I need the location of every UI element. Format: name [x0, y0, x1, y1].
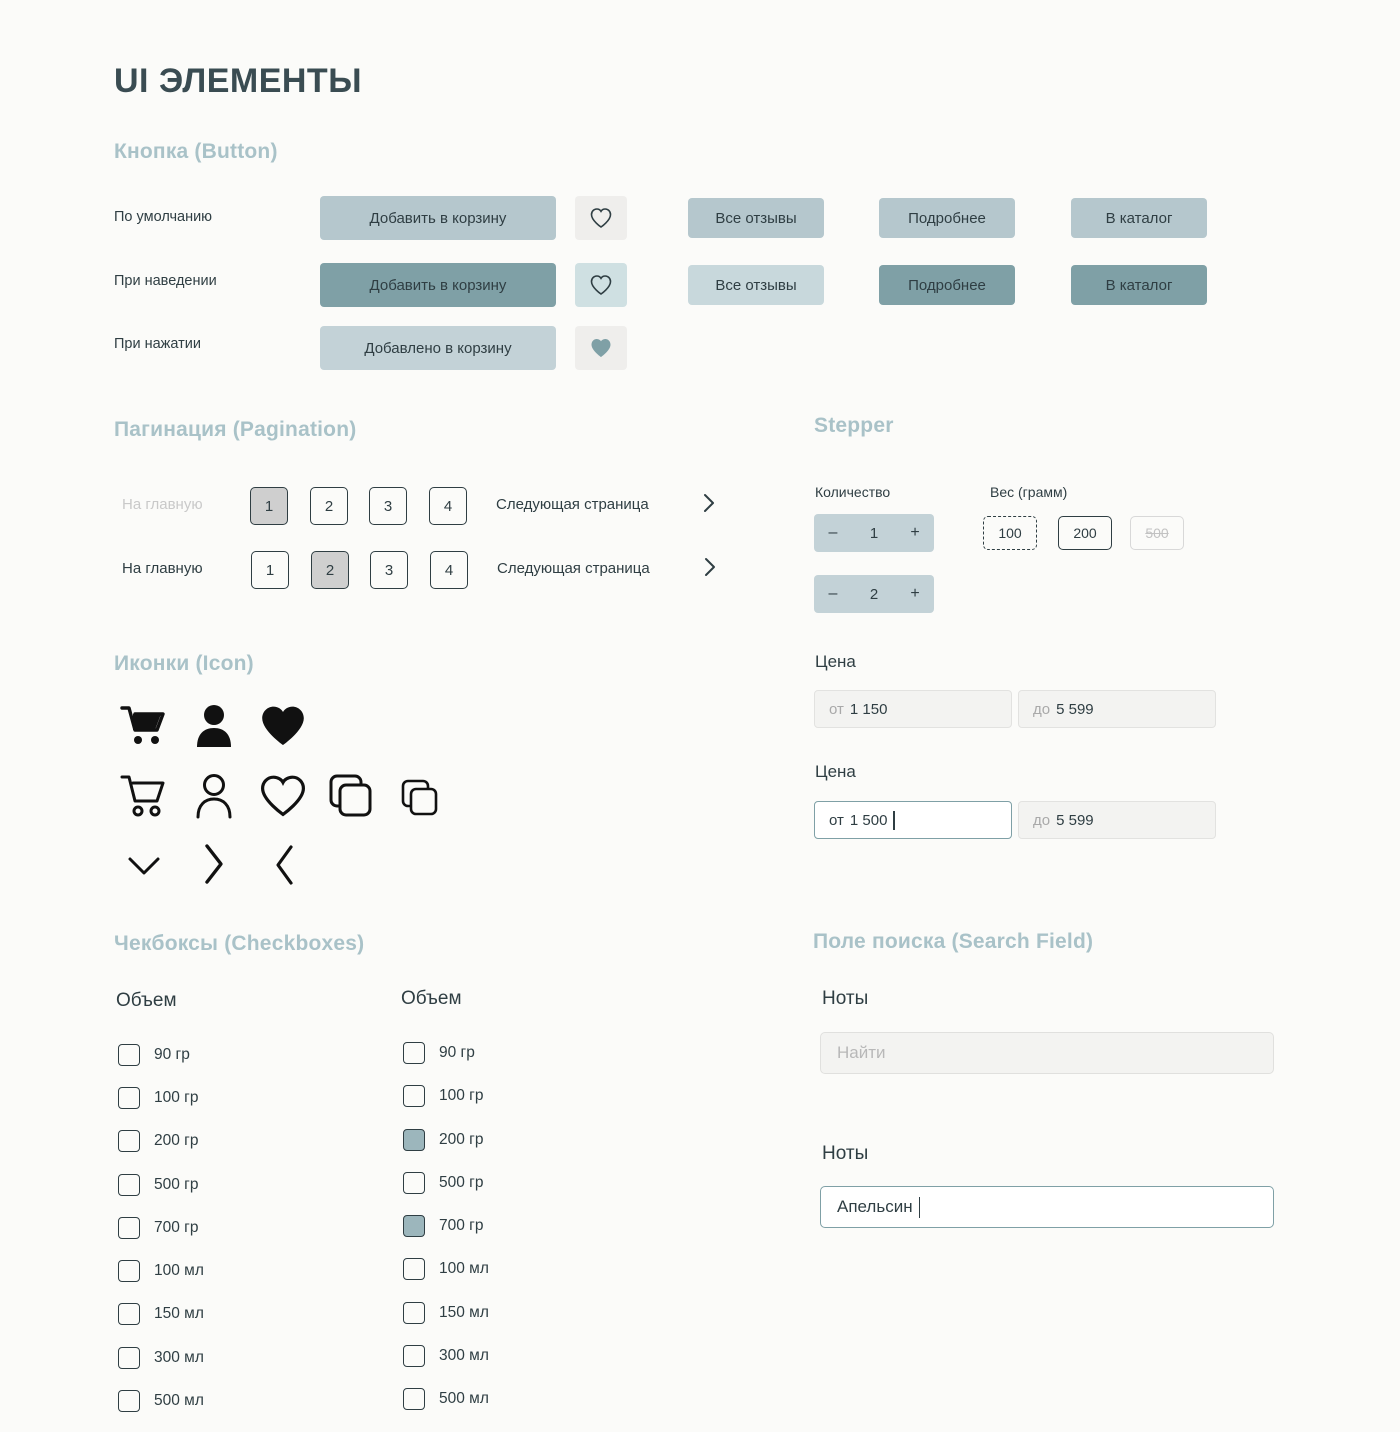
checkbox-box[interactable]: [403, 1129, 425, 1151]
stepper-minus-button[interactable]: –: [828, 524, 838, 541]
checkbox-box[interactable]: [403, 1302, 425, 1324]
user-outline-icon[interactable]: [190, 770, 238, 822]
details-button-default[interactable]: Подробнее: [879, 198, 1015, 238]
checkbox-box[interactable]: [118, 1044, 140, 1066]
all-reviews-button-default[interactable]: Все отзывы: [688, 198, 824, 238]
checkbox-label: 300 мл: [154, 1349, 204, 1366]
search-value: Апельсин: [837, 1197, 913, 1216]
pagination-home-link-row1[interactable]: На главную: [122, 496, 203, 513]
heart-outline-icon: [589, 274, 613, 296]
checkbox-box[interactable]: [118, 1390, 140, 1412]
search-input-empty[interactable]: [820, 1032, 1274, 1074]
pagination-next-link-row1[interactable]: Следующая страница: [496, 496, 649, 513]
checkbox-box[interactable]: [118, 1303, 140, 1325]
checkbox-label: 100 гр: [154, 1089, 199, 1106]
checkbox-item-700gr[interactable]: [118, 1217, 198, 1239]
price-from-input-2-focused[interactable]: [814, 801, 1012, 839]
pagination-page-4-row1[interactable]: 4: [429, 487, 467, 525]
heart-outline-icon: [589, 207, 613, 229]
search-placeholder: Найти: [837, 1043, 886, 1062]
add-to-cart-button-hover[interactable]: Добавить в корзину: [320, 263, 556, 307]
checkbox-item-100gr[interactable]: [118, 1087, 198, 1109]
checkbox-group1-title: Объем: [116, 990, 177, 1011]
cart-filled-icon[interactable]: [116, 700, 172, 752]
stepper-plus-button[interactable]: +: [910, 585, 920, 602]
price-to-prefix: до: [1033, 811, 1051, 829]
text-caret: [919, 1197, 920, 1218]
price-from-prefix: от: [829, 700, 844, 718]
chevron-right-icon[interactable]: [192, 838, 236, 890]
checkbox2-item-300ml[interactable]: [403, 1345, 489, 1367]
checkbox-label: 100 мл: [439, 1260, 489, 1277]
checkbox-label: 200 гр: [154, 1132, 199, 1149]
search-input-filled[interactable]: [820, 1186, 1274, 1228]
price-from-input-1[interactable]: [814, 690, 1012, 728]
checkbox-box[interactable]: [403, 1085, 425, 1107]
price-from-prefix: от: [829, 811, 844, 829]
checkbox-box[interactable]: [403, 1258, 425, 1280]
checkbox-label: 100 мл: [154, 1262, 204, 1279]
checkbox-item-100ml[interactable]: [118, 1260, 204, 1282]
checkbox-item-200gr[interactable]: [118, 1130, 198, 1152]
button-row-label-hover: При наведении: [114, 273, 217, 289]
section-title-pagination: Пагинация (Pagination): [114, 418, 357, 441]
checkbox2-item-200gr[interactable]: [403, 1129, 483, 1151]
heart-outline-icon[interactable]: [258, 772, 308, 820]
pagination-home-link-row2[interactable]: На главную: [122, 560, 203, 577]
pagination-page-3-row1[interactable]: 3: [369, 487, 407, 525]
chevron-right-icon[interactable]: [703, 557, 717, 582]
checkbox-label: 200 гр: [439, 1131, 484, 1148]
all-reviews-button-hover[interactable]: Все отзывы: [688, 265, 824, 305]
pagination-page-4-row2[interactable]: 4: [430, 551, 468, 589]
checkbox-item-300ml[interactable]: [118, 1347, 204, 1369]
section-title-icons: Иконки (Icon): [114, 652, 254, 675]
price-to-input-2[interactable]: [1018, 801, 1216, 839]
stepper-plus-button[interactable]: +: [910, 524, 920, 541]
checkbox-label: 500 гр: [439, 1174, 484, 1191]
checkbox-item-150ml[interactable]: [118, 1303, 204, 1325]
text-caret: [893, 811, 894, 830]
pagination-page-1-row1[interactable]: 1: [250, 487, 288, 525]
catalog-button-hover[interactable]: В каталог: [1071, 265, 1207, 305]
price-to-value: 5 599: [1056, 811, 1094, 829]
details-button-hover[interactable]: Подробнее: [879, 265, 1015, 305]
checkbox2-item-700gr[interactable]: [403, 1215, 483, 1237]
checkbox-box[interactable]: [403, 1042, 425, 1064]
checkbox-box[interactable]: [118, 1217, 140, 1239]
price-label-2: Цена: [815, 762, 856, 781]
button-row-label-pressed: При нажатии: [114, 336, 201, 352]
checkbox-box[interactable]: [118, 1260, 140, 1282]
section-title-button: Кнопка (Button): [114, 140, 278, 163]
checkbox-label: 100 гр: [439, 1087, 484, 1104]
quantity-stepper-2[interactable]: [814, 575, 934, 613]
weight-chip-200[interactable]: 200: [1058, 516, 1112, 550]
cart-outline-icon[interactable]: [116, 770, 172, 822]
checkbox-item-500ml[interactable]: [118, 1390, 204, 1412]
checkbox-group2-title: Объем: [401, 988, 462, 1009]
quantity-label: Количество: [815, 484, 891, 500]
checkbox-box[interactable]: [403, 1345, 425, 1367]
checkbox-label: 90 гр: [154, 1046, 190, 1063]
checkbox2-item-100ml[interactable]: [403, 1258, 489, 1280]
price-to-value: 5 599: [1056, 700, 1094, 718]
checkbox-label: 500 мл: [439, 1390, 489, 1407]
price-from-value: 1 150: [849, 700, 888, 718]
checkbox2-item-150ml[interactable]: [403, 1302, 489, 1324]
pagination-page-3-row2[interactable]: 3: [370, 551, 408, 589]
checkbox-label: 700 гр: [154, 1219, 199, 1236]
stepper-value: 1: [869, 524, 879, 542]
checkbox-label: 500 гр: [154, 1176, 199, 1193]
price-to-prefix: до: [1033, 700, 1051, 718]
pagination-page-2-row1[interactable]: 2: [310, 487, 348, 525]
user-filled-icon[interactable]: [190, 700, 238, 752]
pagination-next-link-row2[interactable]: Следующая страница: [497, 560, 650, 577]
checkbox-box[interactable]: [118, 1347, 140, 1369]
pagination-page-2-row2[interactable]: 2: [311, 551, 349, 589]
copy-small-icon[interactable]: [398, 776, 442, 820]
catalog-button-default[interactable]: В каталог: [1071, 198, 1207, 238]
checkbox-label: 90 гр: [439, 1044, 475, 1061]
checkbox-box[interactable]: [403, 1172, 425, 1194]
price-label-1: Цена: [815, 652, 856, 671]
checkbox-box[interactable]: [118, 1174, 140, 1196]
checkbox-label: 150 мл: [439, 1304, 489, 1321]
checkbox2-item-100gr[interactable]: [403, 1085, 483, 1107]
heart-filled-icon: [589, 337, 613, 359]
chevron-down-icon[interactable]: [120, 844, 168, 888]
section-title-search: Поле поиска (Search Field): [813, 930, 1094, 953]
checkbox-label: 500 мл: [154, 1392, 204, 1409]
favorite-button-hover[interactable]: [575, 263, 627, 307]
price-from-value: 1 500: [849, 811, 888, 829]
checkbox-box[interactable]: [403, 1388, 425, 1410]
checkbox-label: 150 мл: [154, 1305, 204, 1322]
checkbox2-item-90gr[interactable]: [403, 1042, 475, 1064]
page-title: UI ЭЛЕМЕНТЫ: [114, 62, 362, 100]
checkbox-item-90gr[interactable]: [118, 1044, 190, 1066]
favorite-button-default[interactable]: [575, 196, 627, 240]
add-to-cart-button-pressed[interactable]: Добавлено в корзину: [320, 326, 556, 370]
checkbox-item-500gr[interactable]: [118, 1174, 198, 1196]
checkbox-label: 700 гр: [439, 1217, 484, 1234]
checkbox-label: 300 мл: [439, 1347, 489, 1364]
button-row-label-default: По умолчанию: [114, 209, 213, 225]
weight-chip-100[interactable]: 100: [983, 516, 1037, 550]
checkbox-box[interactable]: [403, 1215, 425, 1237]
section-title-stepper: Stepper: [814, 414, 894, 437]
favorite-button-pressed[interactable]: [575, 326, 627, 370]
chevron-left-icon[interactable]: [262, 840, 306, 890]
section-title-checkboxes: Чекбоксы (Checkboxes): [114, 932, 365, 955]
copy-outline-icon[interactable]: [327, 772, 375, 820]
stepper-value: 2: [869, 585, 879, 603]
checkbox2-item-500gr[interactable]: [403, 1172, 483, 1194]
search-label-2: Ноты: [822, 1143, 869, 1164]
weight-label: Вес (грамм): [990, 484, 1068, 500]
pagination-page-1-row2[interactable]: 1: [251, 551, 289, 589]
price-to-input-1[interactable]: [1018, 690, 1216, 728]
search-label-1: Ноты: [822, 988, 869, 1009]
checkbox2-item-500ml[interactable]: [403, 1388, 489, 1410]
checkbox-box[interactable]: [118, 1130, 140, 1152]
checkbox-box[interactable]: [118, 1087, 140, 1109]
quantity-stepper-1[interactable]: [814, 514, 934, 552]
heart-filled-icon[interactable]: [258, 702, 308, 750]
add-to-cart-button-default[interactable]: Добавить в корзину: [320, 196, 556, 240]
weight-chip-500-disabled: 500: [1130, 516, 1184, 550]
chevron-right-icon[interactable]: [702, 493, 716, 518]
stepper-minus-button[interactable]: –: [828, 585, 838, 602]
